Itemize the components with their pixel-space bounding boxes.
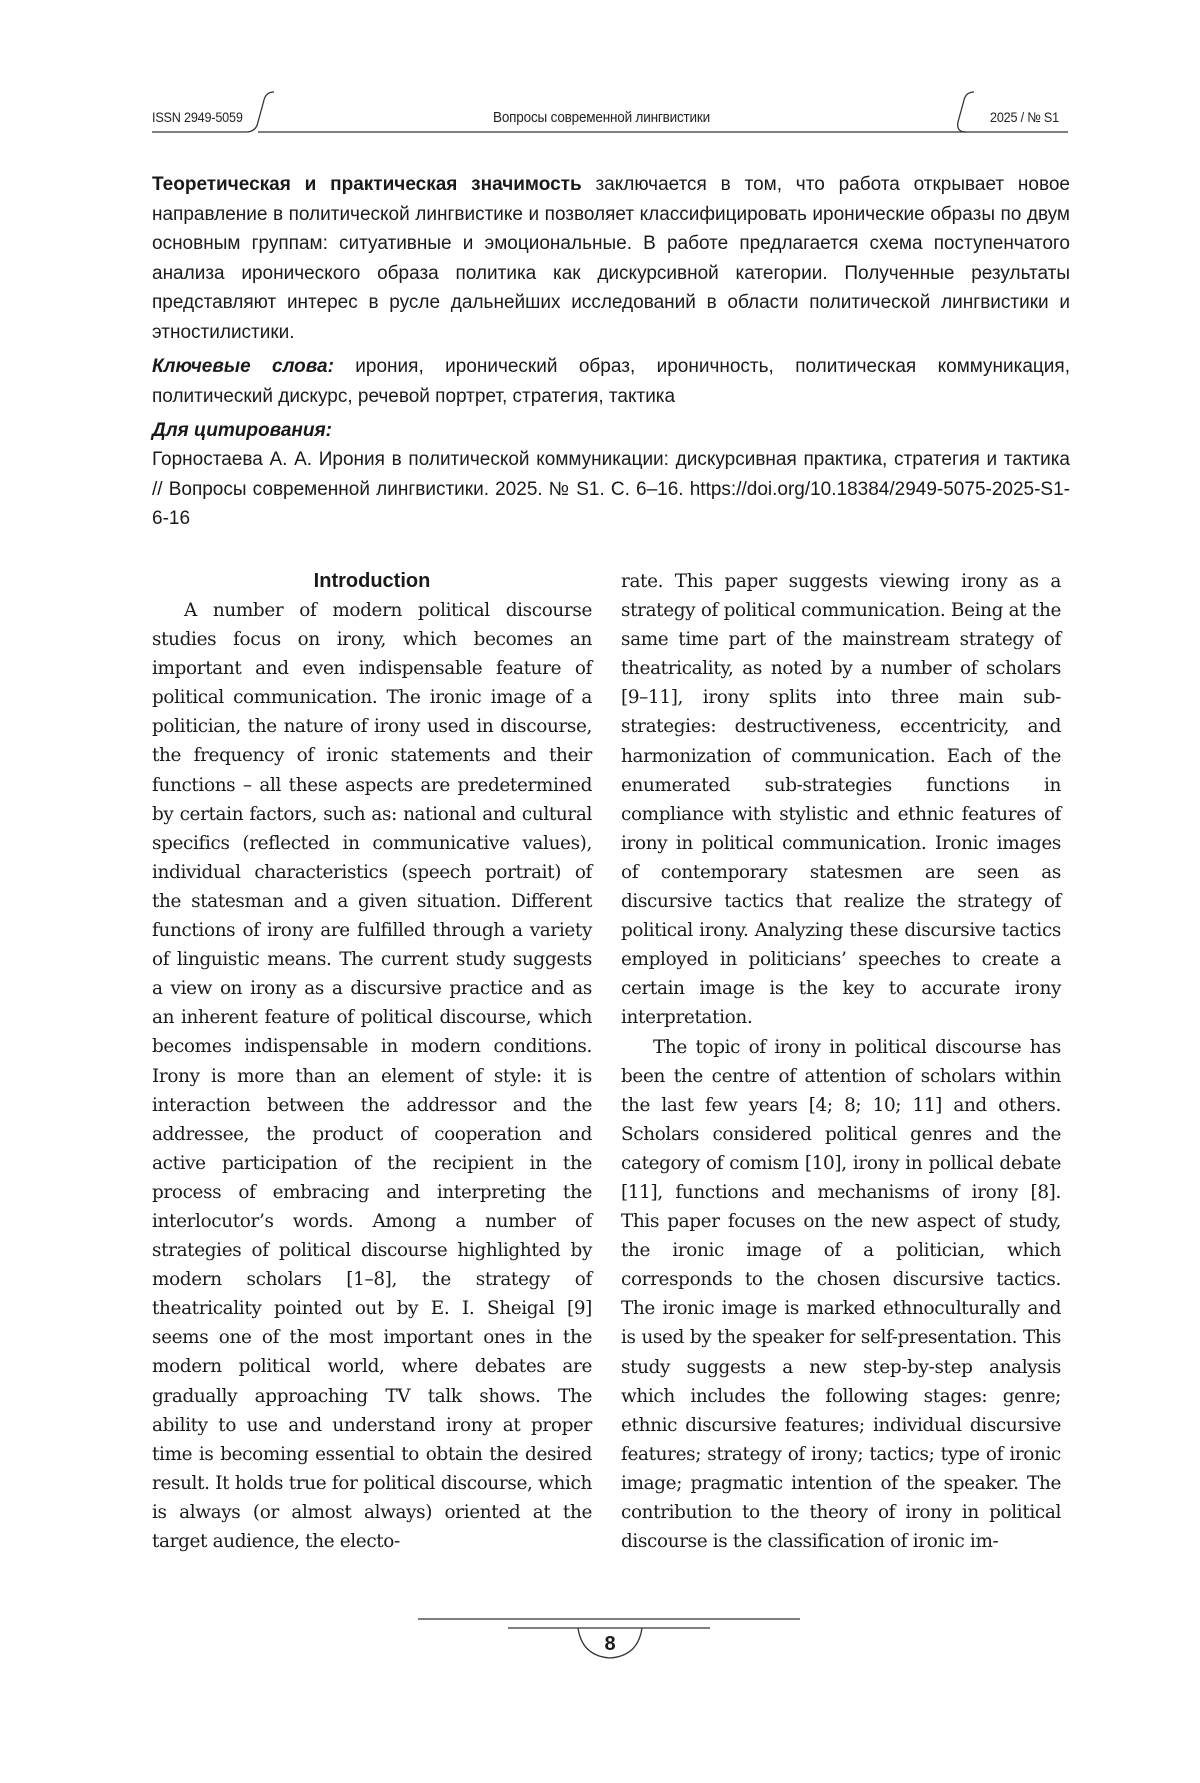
header-rule xyxy=(0,0,1200,150)
citation-label-text: Для цитирования: xyxy=(152,420,332,441)
significance-text: заключается в том, что работа открывает новое направление в политической лингвистике и позволяет классифицировать иронические образы по двум основным группам: ситуативные и эмоциональные. В работе предлагается схема поступенчатого анализа иронического образа политика как дискурсивной категории. Полученные результаты представляют интерес в русле дальнейших исследований в области политической лингвистики и этностилистики. xyxy=(152,174,1070,343)
body-paragraph: rate. This paper suggests viewing irony as a strategy of political communication. Being at the same time part of the mainstream strategy of theatricality, as noted by a number of scholars [9–11], irony splits into three main sub-strategies: destructiveness, eccentricity, and harmonization of communication. Each of the enumerated sub-strategies functions in compliance with stylistic and ethnic features of irony in political communication. Ironic images of contemporary statesmen are seen as discursive tactics that realize the strategy of political irony. Analyzing these discursive tactics employed in politicians’ speeches to create a certain image is the key to accurate irony interpretation. xyxy=(621,571,1061,1029)
body-paragraph: The topic of irony in political discourse has been the centre of attention of scholars within the last few years [4; 8; 10; 11] and others. Scholars considered political genres and the category of comism [10], irony in pollical debate [11], functions and mechanisms of irony [8]. This paper focuses on the new aspect of study, the ironic image of a politician, which corresponds to the chosen discursive tactics. The ironic image is marked ethnoculturally and is used by the speaker for self-presentation. This study suggests a new step-by-step analysis which includes the following stages: genre; ethnic discursive features; individual discursive features; strategy of irony; tactics; type of ironic image; pragmatic intention of the speaker. The contribution to the theory of irony in political discourse is the classification of ironic im- xyxy=(621,1036,1061,1553)
keywords-label: Ключевые слова: xyxy=(152,356,334,377)
keywords-text: ирония, иронический образ, ироничность, политическая коммуникация, политический дискурс, речевой портрет, стратегия, тактика xyxy=(152,356,1070,407)
left-column xyxy=(152,567,592,1556)
right-column xyxy=(621,567,1061,1556)
keywords-paragraph xyxy=(152,352,1070,411)
header-issue: 2025 / № S1 xyxy=(990,109,1059,125)
body-paragraph: A number of modern political discourse studies focus on irony, which becomes an important and even indispensable feature of political communication. The ironic image of a politician, the nature of irony used in discourse, the frequency of ironic statements and their functions – all these aspects are predetermined by certain factors, such as: national and cultural specifics (reflected in communicative values), individual characteristics (speech portrait) of the statesman and a given situation. Different functions of irony are fulfilled through a variety of linguistic means. The current study suggests a view on irony as a discursive practice and as an inherent feature of political discourse, which becomes indispensable in modern conditions. Irony is more than an element of style: it is interaction between the addressor and the addressee, the product of cooperation and active participation of the recipient in the process of embracing and interpreting the interlocutor’s words. Among a number of strategies of political discourse highlighted by modern scholars [1–8], the strategy of theatricality pointed out by E. I. Sheigal [9] seems one of the most important ones in the modern political world, where debates are gradually approaching TV talk shows. The ability to use and understand irony at proper time is becoming essential to obtain the desired result. It holds true for political discourse, which is always (or almost always) oriented at the target audience, the electo- xyxy=(152,600,592,1552)
header-issn: ISSN 2949-5059 xyxy=(152,109,243,125)
significance-label: Теоретическая и практическая значимость xyxy=(152,174,582,195)
section-title: Introduction xyxy=(313,570,431,592)
page-number: 8 xyxy=(604,1633,616,1655)
significance-paragraph xyxy=(152,170,1070,348)
citation-label xyxy=(152,416,1070,446)
citation-text: Горностаева А. А. Ирония в политической коммуникации: дискурсивная практика, стратегия и тактика // Вопросы современной лингвистики. 2025. № S1. С. 6–16. https://doi.org/10.18384/2949-5075-2025-S1-6-16 xyxy=(152,449,1070,530)
citation-paragraph xyxy=(152,445,1070,534)
header-journal-title: Вопросы современной лингвистики xyxy=(493,109,710,126)
